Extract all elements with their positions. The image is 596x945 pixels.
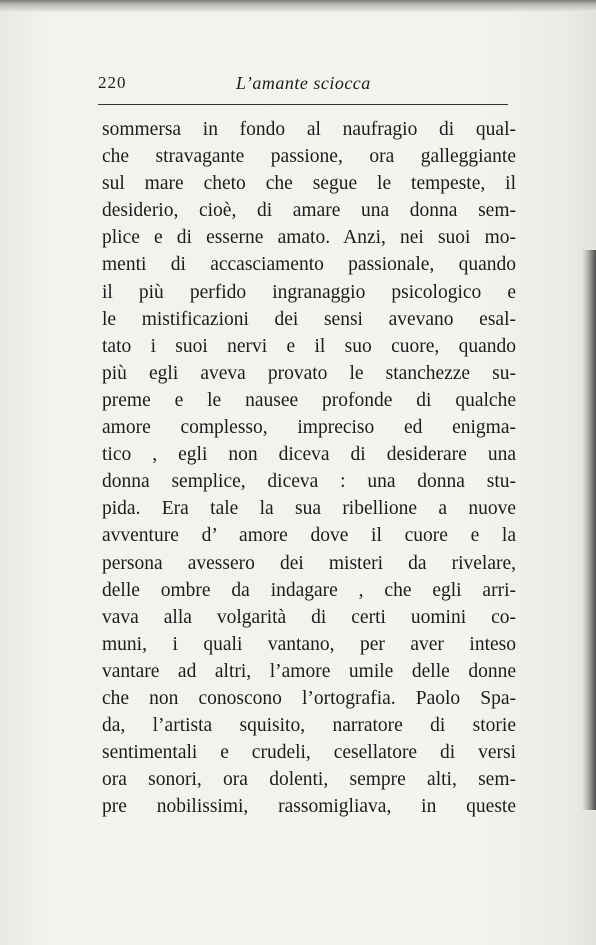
text-line: da, l’artista squisito, narratore di storie: [102, 715, 516, 737]
text-line: sentimentali e crudeli, cesellatore di versi: [102, 742, 516, 764]
text-line: più egli aveva provato le stanchezze su-: [102, 362, 516, 384]
text-line: delle ombre da indagare , che egli arri-: [102, 579, 516, 601]
text-line: donna semplice, diceva : una donna stu-: [102, 471, 516, 493]
text-line: tico , egli non diceva di desiderare una: [102, 444, 516, 466]
body-text: [102, 116, 516, 820]
text-line: desiderio, cioè, di amare una donna sem-: [102, 200, 516, 222]
running-head: [98, 73, 508, 99]
page-top-edge: [0, 0, 596, 12]
text-line: pida. Era tale la sua ribellione a nuove: [102, 498, 516, 520]
header-rule: [98, 104, 508, 105]
text-line: sommersa in fondo al naufragio di qual-: [102, 119, 516, 140]
text-line: plice e di esserne amato. Anzi, nei suoi mo-: [102, 227, 516, 249]
page-number: 220: [98, 73, 127, 92]
text-line: amore complesso, impreciso ed enigma-: [102, 417, 516, 439]
text-line: menti di accasciamento passionale, quando: [102, 254, 516, 276]
text-line: avventure d’ amore dove il cuore e la: [102, 525, 516, 547]
text-line: vantare ad altri, l’amore umile delle donne: [102, 660, 516, 682]
text-line: ora sonori, ora dolenti, sempre alti, sem-: [102, 769, 516, 791]
text-line: sul mare cheto che segue le tempeste, il: [102, 173, 516, 195]
text-line: muni, i quali vantano, per aver inteso: [102, 633, 516, 655]
text-line: che stravagante passione, ora galleggiante: [102, 146, 516, 168]
text-line: il più perfido ingranaggio psicologico e: [102, 281, 516, 303]
text-line: tato i suoi nervi e il suo cuore, quando: [102, 335, 516, 357]
text-line: preme e le nausee profonde di qualche: [102, 389, 516, 411]
text-line: le mistificazioni dei sensi avevano esal-: [102, 308, 516, 330]
text-line: pre nobilissimi, rassomigliava, in queste: [102, 796, 516, 818]
text-line: persona avessero dei misteri da rivelare,: [102, 552, 516, 574]
text-line: che non conoscono l’ortografia. Paolo Spa-: [102, 687, 516, 709]
page-binding-shadow: [582, 250, 596, 810]
running-title: L’amante sciocca: [236, 73, 371, 93]
text-line: vava alla volgarità di certi uomini co-: [102, 606, 516, 628]
